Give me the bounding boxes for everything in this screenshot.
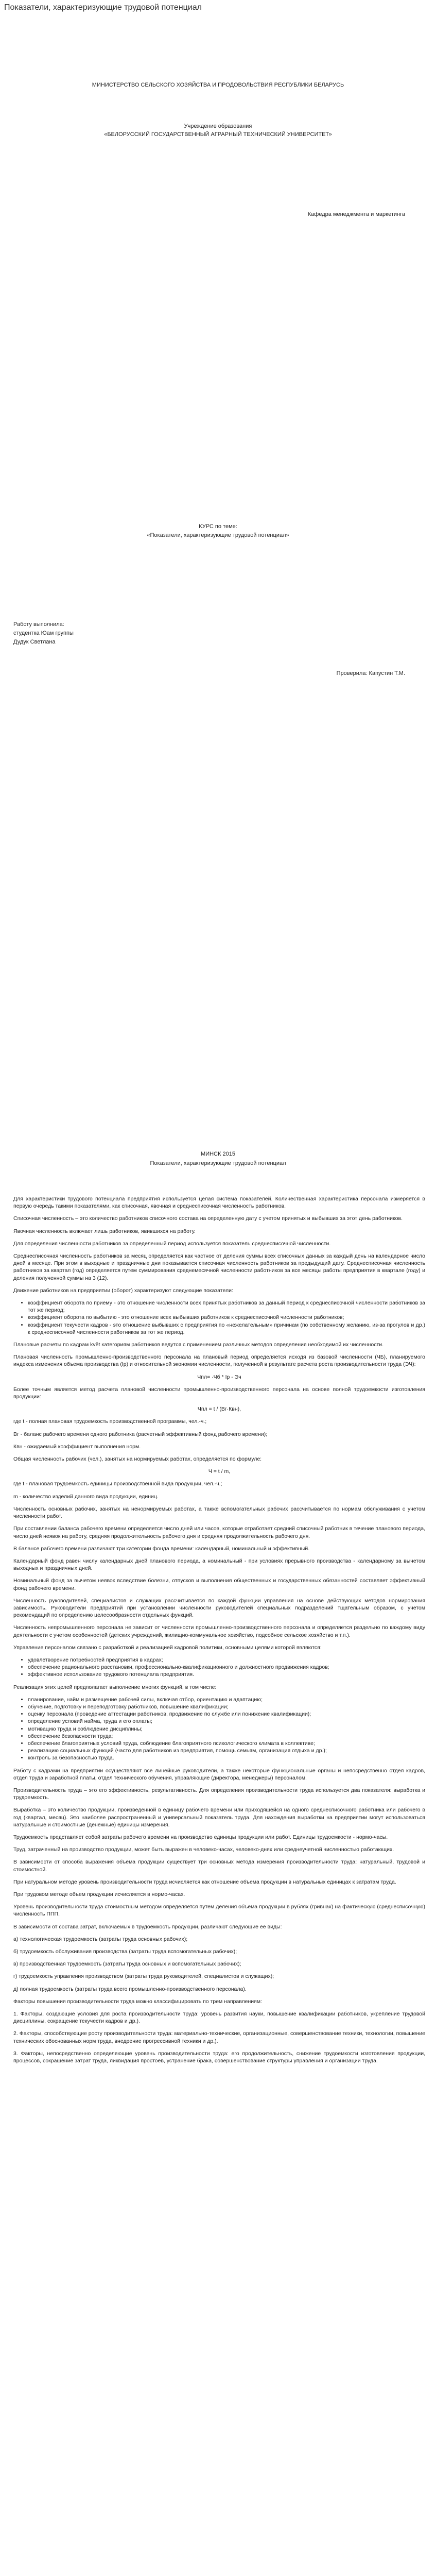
paragraph: Общая численность рабочих (чел.), занятых на нормируемых работах, определяется по формуле: — [13, 1456, 262, 1463]
formula: Чпл = t / (Вг·Квн), — [197, 1406, 241, 1413]
paragraph: где t - плановая трудоемкость единицы производственной вида продукции, чел.-ч.; — [13, 1481, 222, 1487]
paragraph: В зависимости от способа выражения объема продукции существует три основных метода измерения производительности труда: натуральный, трудовой и стоимостной. — [13, 1859, 425, 1873]
paragraph: Производительность труда – это его эффективность, результативность. Для определения производительности труда используется два показателя: выработка и трудоемкость. — [13, 1787, 425, 1801]
formula: Чпл= ·Чб * Ip - Эч — [197, 1374, 241, 1380]
paragraph: Движение работников на предприятии (оборот) характеризуют следующие показатели: — [13, 1287, 233, 1294]
paragraph: Факторы повышения производительности труда можно классифицировать по трем направлениям: — [13, 1998, 262, 2005]
document-body — [13, 1195, 425, 2070]
list-item: • контроль за безопасностью труда. — [28, 1754, 425, 1761]
list-item: • обучение, подготовку и переподготовку работников, повышение квалификации; — [28, 1703, 425, 1710]
paragraph: При натуральном методе уровень производительности труда исчисляется как отношение объема продукции в натуральных единицах к затратам труда. — [13, 1878, 396, 1885]
paragraph: в) производственная трудоемкость (затраты труда основных и вспомогательных рабочих); — [13, 1961, 241, 1968]
paragraph: Плановые расчеты по кадрам květ категориям работников ведутся с применением различных методов определения необходимой их численности. — [13, 1342, 384, 1348]
list-item: • мотивацию труда и соблюдение дисциплины; — [28, 1725, 425, 1733]
bullet-list — [13, 1656, 425, 1679]
list-item: • эффективное использование трудового потенциала предприятия. — [28, 1671, 425, 1678]
paragraph: Среднесписочная численность работников за месяц определяется как частное от деления суммы всех списочных данных за каждый день на календарное число дней в месяце. При этом в выходные и праздничные дни показывается списочная численность работников за предыдущий дату. Среднесписочная численность работников за квартал (год) определяется путем суммирования среднемесячной численности работников за все месяцы работы предприятия в квартале (году) и деления полученной суммы на 3 (12). — [13, 1253, 425, 1281]
list-item: • оценку персонала (проведение аттестации работников, продвижение по службе или понижение квалификации); — [28, 1710, 425, 1718]
bullet-list — [13, 1299, 425, 1336]
paragraph: При трудовом методе объем продукции исчисляется в нормо-часах. — [13, 1891, 185, 1898]
paragraph: 2. Факторы, способствующие росту производительности труда: материально-технические, организационные, совершенствование техники, технологии, повышение технических обоснованных норм труда, внедрение прогрессивной техники и др.). — [13, 2030, 425, 2044]
paragraph: Вг - баланс рабочего времени одного работника (расчетный эффективный фонд рабочего времени); — [13, 1431, 268, 1437]
paragraph: г) трудоемкость управления производством (затраты труда руководителей, специалистов и служащих); — [13, 1973, 274, 1980]
paragraph: При составлении баланса рабочего времени определяется число дней или часов, которые отработает средний списочный работник в течение планового периода, число дней неявок на работу, средняя продолжительность рабочего дня и средняя продолжительность рабочего дня. — [13, 1526, 425, 1539]
university-name: «БЕЛОРУССКИЙ ГОСУДАРСТВЕННЫЙ АГРАРНЫЙ ТЕХНИЧЕСКИЙ УНИВЕРСИТЕТ» — [104, 131, 332, 138]
paragraph: 3. Факторы, непосредственно определяющие уровень производительности труда: его продолжительность, снижение трудоемкости изготовления продукции, процессов, сокращение затрат труда, ликвидация простоев, устранение брака, совершенствование структуры управления и организации труда. — [13, 2050, 425, 2064]
paragraph: Управление персоналом связано с разработкой и реализацией кадровой политики, основными целями которой являются: — [13, 1644, 322, 1651]
paragraph: Явочная численность включает лишь работников, явившихся на работу. — [13, 1228, 196, 1234]
paragraph: Номинальный фонд за вычетом неявок вследствие болезни, отпусков и выполнения общественных и государственных обязанностей составляет эффективный фонд рабочего времени. — [13, 1578, 425, 1591]
paragraph: Реализация этих целей предполагает выполнение многих функций, в том числе: — [13, 1684, 217, 1690]
bullet-list — [13, 1696, 425, 1762]
paragraph: Календарный фонд равен числу календарных дней планового периода, а номинальный - при условиях прерывного производства - календарному за вычетом выходных и праздничных дней. — [13, 1557, 425, 1572]
institution-label: Учреждение образования — [184, 123, 252, 129]
topic-title: «Показатели, характеризующие трудовой потенциал» — [147, 532, 289, 538]
list-item: • коэффициент оборота по приему - это отношение численности всех принятых работников за данный период к среднесписочной численности работников за тот же период; — [28, 1299, 425, 1314]
city-year: МИНСК 2015 — [201, 1151, 235, 1157]
paragraph: Для характеристики трудового потенциала предприятия используется целая система показателей. Количественная характеристика персонала измеряется в первую очередь такими показателями, как списочная, явочная и среднесписочная численность работников. — [13, 1196, 425, 1210]
list-item: • определение условий найма, труда и его оплаты; — [28, 1718, 425, 1725]
list-item: • обеспечение безопасности труда; — [28, 1733, 425, 1740]
paragraph: Численность руководителей, специалистов и служащих рассчитывается по каждой функции управления на основе действующих методов нормирования зависимость. Руководители предприятий при установлении численности руководителей специальных подразделений тщательным образом, с учетом рекомендаций по определению целесообразности отдельных функций. — [13, 1597, 425, 1619]
paragraph: В зависимости от состава затрат, включаемых в трудоемкость продукции, различают следующие ее виды: — [13, 1923, 282, 1930]
paragraph: В балансе рабочего времени различают три категории фонда времени: календарный, номинальный и эффективный. — [13, 1545, 310, 1552]
paragraph: Квн - ожидаемый коэффициент выполнения норм. — [13, 1443, 141, 1450]
paragraph: 1. Факторы, создающие условия для роста производительности труда: уровень развития науки, повышение квалификации работников, укрепление трудовой дисциплины, сокращение текучести кадров и др.). — [13, 2011, 425, 2025]
paragraph: Численность основных рабочих, занятых на ненормируемых работах, а также вспомогательных рабочих рассчитывается по нормам обслуживания с учетом численности работ. — [13, 1505, 425, 1520]
paragraph: Более точным является метод расчета плановой численности промышленно-производственного персонала на основе полной трудоемкости изготовления продукции: — [13, 1386, 425, 1400]
department-name: Кафедра менеджмента и маркетинга — [307, 211, 405, 217]
formula: Ч = t / m, — [208, 1468, 231, 1475]
paragraph: Плановая численность промышленно-производственного персонала на плановый период определяется исходя из базовой численности (ЧБ), планируемого индекса изменения объема производства (Ip) и относительной экономии численности, полученной в результате расчета роста производительности труда (ЭЧ): — [13, 1354, 425, 1368]
paragraph: д) полная трудоемкость (затраты труда всего промышленно-производственного персонала). — [13, 1986, 247, 1992]
performed-by-label: Работу выполнила: — [13, 621, 64, 628]
checked-by: Проверила: Капустин Т.М. — [336, 670, 405, 676]
list-item: • удовлетворение потребностей предприятия в кадрах; — [28, 1656, 425, 1664]
paragraph: Выработка – это количество продукции, произведенной в единицу рабочего времени или приходящейся на одного среднесписочного работника или рабочего в год (квартал, месяц). Это наиболее распространенный и универсальный показатель труда. Для нахождения выработки на предприятии могут использоваться натуральные и стоимостные (денежные) единицы измерения. — [13, 1807, 425, 1828]
student-name: Дудук Светлана — [13, 639, 56, 645]
paragraph: а) технологическая трудоемкость (затраты труда основных рабочих); — [13, 1936, 188, 1942]
list-item: • коэффициент текучести кадров - это отношение выбывших с предприятия по «нежелательным» причинам (по собственному желанию, из-за прогулов и др.) к среднесписочной численности работников за тот же период. — [28, 1321, 425, 1336]
course-work-label: КУРС по теме: — [199, 523, 237, 530]
student-group: студентка Юам группы — [13, 630, 74, 636]
list-item: • коэффициент оборота по выбытию - это отношение всех выбывших работников к среднесписочной численности работников; — [28, 1314, 425, 1321]
list-item: • обеспечение рационального расстановки, профессионально-квалификационного и должностного продвижения кадров; — [28, 1664, 425, 1671]
paragraph: Для определения численности работников за определенный период используется показатель среднесписочной численности. — [13, 1240, 331, 1247]
paragraph: m - количество изделий данного вида продукции, единиц. — [13, 1493, 159, 1500]
ministry-name: МИНИСТЕРСТВО СЕЛЬСКОГО ХОЗЯЙСТВА И ПРОДОВОЛЬСТВИЯ РЕСПУБЛИКИ БЕЛАРУСЬ — [92, 82, 344, 88]
paragraph: Численность непромышленного персонала не зависит от численности промышленно-производственного персонала и определяется раздельно по каждому виду деятельности с учетом особенностей (детских учреждений, жилищно-коммунальное хозяйство, подсобное сельское хозяйство и т.п.). — [13, 1624, 425, 1638]
list-item: • обеспечение благоприятных условий труда, соблюдение благоприятного психологического климата в коллективе; — [28, 1740, 425, 1747]
paragraph: Списочная численность – это количество работников списочного состава на определенную дату с учетом принятых и выбывших за этот день работников. — [13, 1215, 403, 1222]
paragraph: Трудоемкость представляет собой затраты рабочего времени на производство единицы продукции или работ. Единицы трудоемкости - нормо-часы. — [13, 1834, 388, 1840]
paragraph: Труд, затраченный на производство продукции, может быть выражен в человеко-часах, человеко-днях или среднеучетной численностью работающих. — [13, 1846, 394, 1853]
paragraph: где t - полная плановая трудоемкость производственной программы, чел.-ч.; — [13, 1418, 207, 1425]
page-title: Показатели, характеризующие трудовой потенциал — [4, 3, 202, 12]
list-item: • реализацию социальных функций (часто для работников из предприятия, помощь семьям, организация отдыха и др.); — [28, 1747, 425, 1754]
list-item: • планирование, найм и размещение рабочей силы, включая отбор, ориентацию и адаптацию; — [28, 1696, 425, 1703]
paragraph: Работу с кадрами на предприятии осуществляют все линейные руководители, а также некоторые функциональные органы и непосредственно отдел кадров, отдел труда и заработной платы, отдел технического обучения, управляющие (директора, менеджеры) персоналом. — [13, 1767, 425, 1781]
paragraph: Уровень производительности труда стоимостным методом определяется путем деления объема продукции в рублях (гривнах) на фактическую (среднесписочную) численность ППП. — [13, 1904, 425, 1918]
paragraph: б) трудоемкость обслуживания производства (затраты труда вспомогательных рабочих); — [13, 1948, 237, 1955]
document-subtitle: Показатели, характеризующие трудовой потенциал — [150, 1160, 286, 1166]
